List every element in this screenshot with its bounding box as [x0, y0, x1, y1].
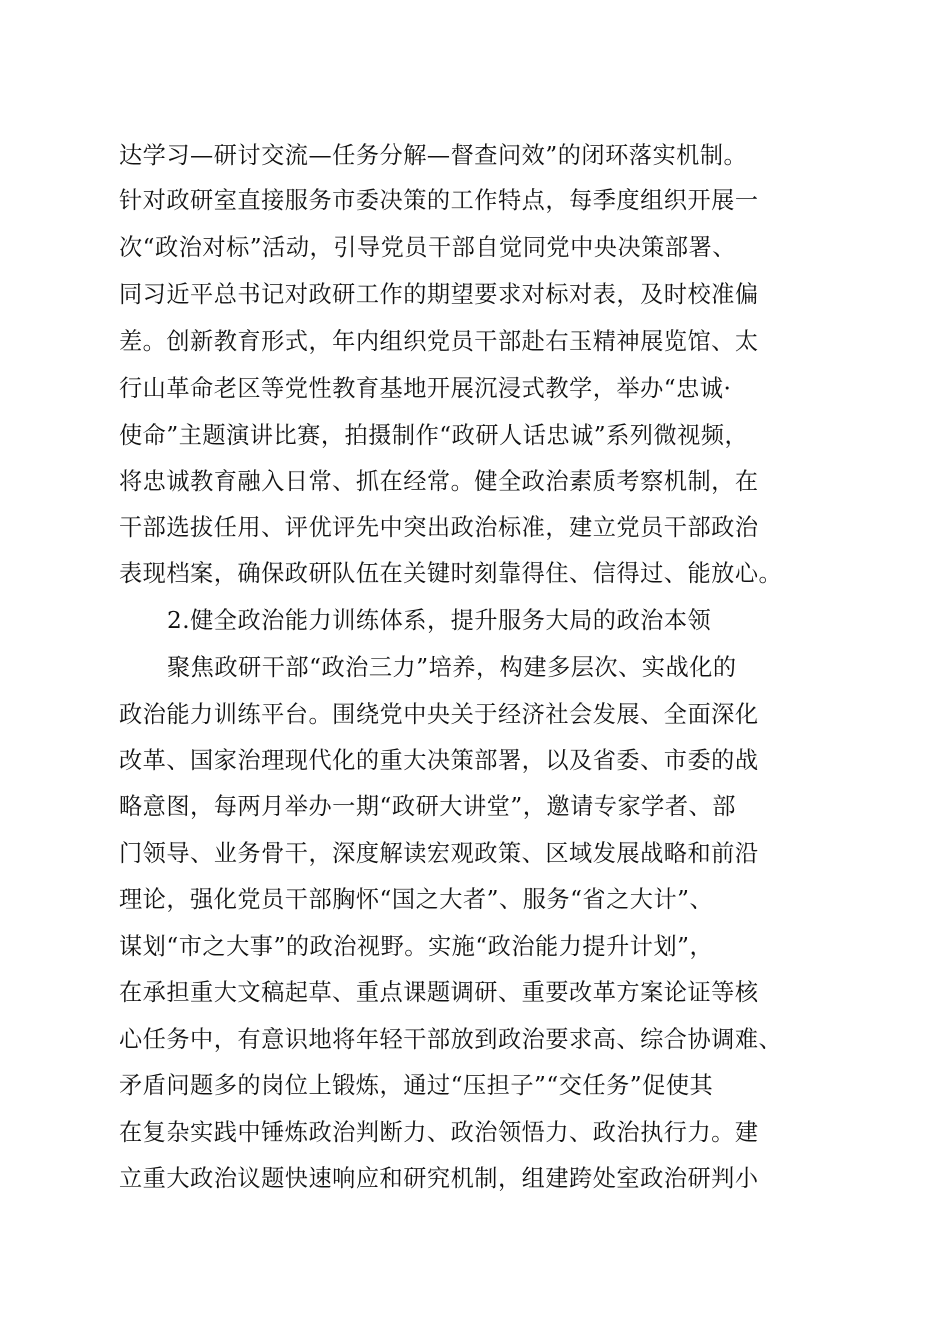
text-line-19: 在承担重大文稿起草、重点课题调研、重要改革方案论证等核 [119, 979, 759, 1006]
text-line-2: 针对政研室直接服务市委决策的工作特点，每季度组织开展一 [119, 187, 759, 214]
text-line-20: 心任务中，有意识地将年轻干部放到政治要求高、综合协调难、 [119, 1026, 783, 1053]
text-line-6: 行山革命老区等党性教育基地开展沉浸式教学，举办“忠诚· [119, 375, 732, 402]
section-heading: 2.健全政治能力训练体系，提升服务大局的政治本领 [167, 607, 712, 634]
text-line-14: 改革、国家治理现代化的重大决策部署，以及省委、市委的战 [119, 747, 759, 774]
text-line-18: 谋划“市之大事”的政治视野。实施“政治能力提升计划”， [119, 933, 714, 960]
text-line-23: 立重大政治议题快速响应和研究机制，组建跨处室政治研判小 [119, 1165, 759, 1192]
text-line-12: 聚焦政研干部“政治三力”培养，构建多层次、实战化的 [167, 654, 737, 681]
text-line-1: 达学习—研讨交流—任务分解—督查问效”的闭环落实机制。 [119, 142, 748, 169]
text-line-3: 次“政治对标”活动，引导党员干部自觉同党中央决策部署、 [119, 234, 736, 261]
text-line-9: 干部选拔任用、评优评先中突出政治标准，建立党员干部政治 [119, 514, 759, 541]
text-line-10: 表现档案，确保政研队伍在关键时刻靠得住、信得过、能放心。 [119, 560, 783, 587]
text-line-22: 在复杂实践中锤炼政治判断力、政治领悟力、政治执行力。建 [119, 1119, 759, 1146]
text-line-21: 矛盾问题多的岗位上锻炼，通过“压担子”“交任务”促使其 [119, 1072, 714, 1099]
text-line-16: 门领导、业务骨干，深度解读宏观政策、区域发展战略和前沿 [119, 840, 759, 867]
text-line-5: 差。创新教育形式，年内组织党员干部赴右玉精神展览馆、太 [119, 328, 759, 355]
text-line-8: 将忠诚教育融入日常、抓在经常。健全政治素质考察机制，在 [119, 468, 759, 495]
text-line-4: 同习近平总书记对政研工作的期望要求对标对表，及时校准偏 [119, 281, 759, 308]
text-line-13: 政治能力训练平台。围绕党中央关于经济社会发展、全面深化 [119, 701, 759, 728]
text-line-15: 略意图，每两月举办一期“政研大讲堂”，邀请专家学者、部 [119, 793, 736, 820]
text-line-17: 理论，强化党员干部胸怀“国之大者”、服务“省之大计”、 [119, 886, 714, 913]
text-line-7: 使命”主题演讲比赛，拍摄制作“政研人话忠诚”系列微视频， [119, 422, 749, 449]
